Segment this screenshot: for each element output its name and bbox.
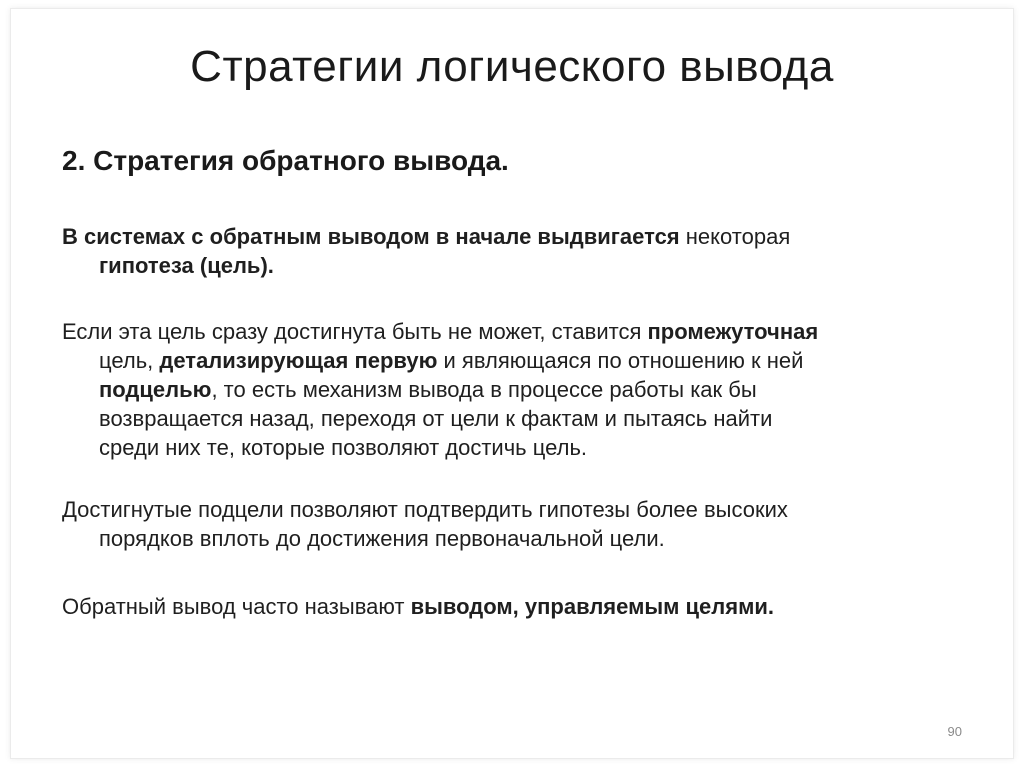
paragraph-line bbox=[62, 317, 962, 346]
paragraph-line: Достигнутые подцели позволяют подтвердить гипотезы более высоких bbox=[62, 497, 788, 522]
paragraph-confirmation bbox=[62, 495, 962, 553]
bold-text: выводом, управляемым целями. bbox=[410, 594, 775, 619]
text: и являющаяся по отношению к ней bbox=[437, 348, 804, 373]
paragraph-line bbox=[62, 222, 962, 251]
text: , то есть механизм вывода в процессе работы как бы bbox=[211, 377, 757, 402]
slide-subtitle bbox=[62, 145, 509, 177]
subtitle-number: 2. bbox=[62, 145, 86, 176]
paragraph-line: среди них те, которые позволяют достичь цель. bbox=[99, 435, 588, 460]
paragraph-line bbox=[62, 592, 962, 621]
paragraph-line: порядков вплоть до достижения первоначальной цели. bbox=[99, 526, 665, 551]
bold-text: промежуточная bbox=[647, 319, 819, 344]
bold-text: гипотеза (цель). bbox=[99, 253, 274, 278]
text: Обратный вывод часто называют bbox=[62, 594, 411, 619]
bold-text: В системах с обратным выводом в начале выдвигается bbox=[62, 224, 680, 249]
bold-text: подцелью bbox=[99, 377, 212, 402]
paragraph-goal-driven bbox=[62, 592, 962, 621]
paragraph-line bbox=[62, 375, 962, 404]
paragraph-line bbox=[62, 346, 962, 375]
subtitle-text: Стратегия обратного вывода. bbox=[93, 145, 509, 176]
paragraph-line bbox=[62, 251, 962, 280]
page-number: 90 bbox=[947, 724, 962, 739]
paragraph-subgoal bbox=[62, 317, 962, 462]
text: некоторая bbox=[679, 224, 791, 249]
bold-text: детализирующая первую bbox=[159, 348, 438, 373]
paragraph-hypothesis bbox=[62, 222, 962, 280]
text: цель, bbox=[99, 348, 160, 373]
paragraph-line: возвращается назад, переходя от цели к фактам и пытаясь найти bbox=[99, 406, 773, 431]
text: Если эта цель сразу достигнута быть не может, ставится bbox=[62, 319, 648, 344]
slide-title: Стратегии логического вывода bbox=[190, 42, 834, 91]
